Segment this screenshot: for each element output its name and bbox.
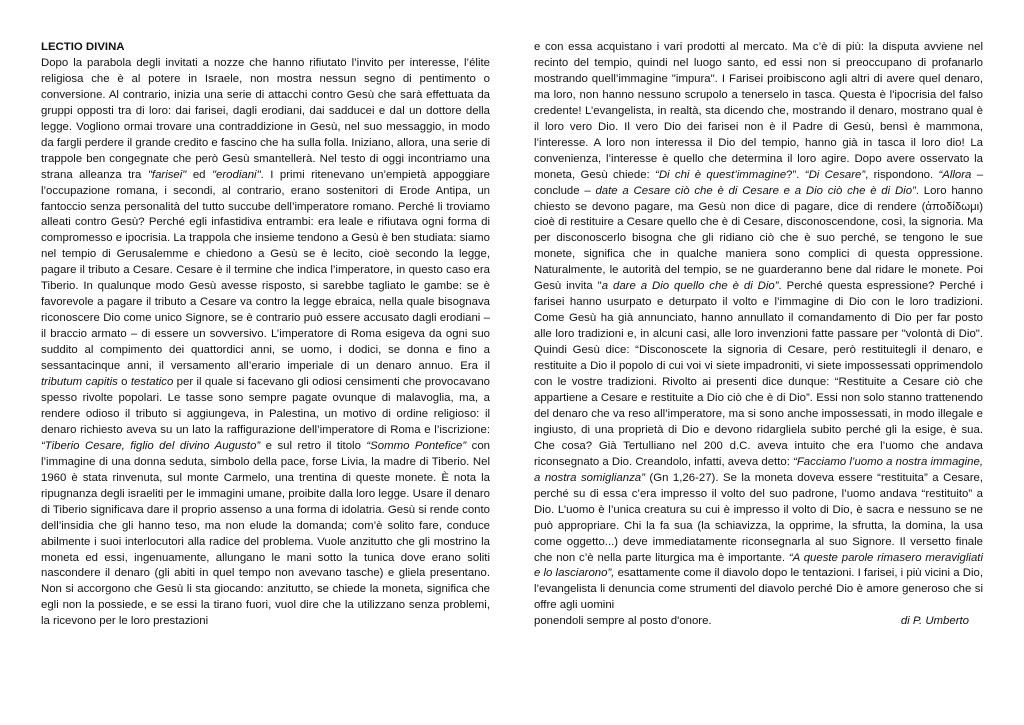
italic-text-run: testatico bbox=[130, 376, 174, 389]
italic-text-run: a dare a Dio quello che è di Dio” bbox=[601, 280, 779, 293]
text-run: esattamente come il diavolo dopo le tentazioni. I farisei, i più vicini a Dio, l’evangelista li denuncia come strumenti del diavolo perché Dio è amore generoso che si offre agli uomini bbox=[534, 567, 983, 612]
italic-text-run: “Di chi è quest’immagine bbox=[655, 168, 787, 181]
italic-text-run: “Facciamo l’uomo a nostra immagine, a nostra somiglianza” bbox=[534, 455, 983, 484]
italic-text-run: “Di Cesare” bbox=[804, 168, 866, 181]
italic-text-run: date a Cesare ciò che è di Cesare e a Dio ciò che è di Dio” bbox=[595, 184, 916, 197]
text-run: – conclude – bbox=[534, 168, 984, 197]
text-run: con l’immagine di una donna seduta, simbolo della pace, forse Livia, la madre di Tiberio. Nel 1960 è stata rinvenuta, sul monte Carmelo, una trentina di queste monete. È nota la ripugnanza degli israeliti per le immagini umane, proibite dalla loro legge. Usare il denaro di Tiberio significava dare il proprio assenso a una forma di idolatria. Gesù si rende conto dell’insidia che gli hanno teso, ma non elude la domanda; com’è solito fare, conduce abilmente i suoi interlocutori alla radice del problema. Vuole anzitutto che gli mostrino la moneta ed essi, ingenuamente, allungano le mani sotto la tunica dove erano soliti nascondere il denaro (gli abiti in quel tempo non avevano tasche) e gliela presentano. Non si accorgono che Gesù li sta giocando: anzitutto, se chiede la moneta, significa che egli non la possiede, e se essi la tirano fuori, vuol dire che la utilizzano senza problemi, la ricevono per le loro prestazioni bbox=[41, 439, 490, 628]
right-paragraph bbox=[534, 40, 983, 614]
text-run: ?”. bbox=[786, 168, 805, 181]
closing-line bbox=[534, 614, 983, 630]
text-run: per il quale si facevano gli odiosi censimenti che provocavano spesso rivolte popolari. Le tasse sono sempre pagate ovunque di malavoglia, ma, a rendere odioso il tributo si aggiungeva, in Palestina, un motivo di ordine religioso: il denaro richiesto aveva su un lato la raffigurazione dell’imperatore di Roma e l’iscrizione: bbox=[41, 376, 490, 436]
text-run: (Gn 1,26-27). Se la moneta doveva essere “restituita” a Cesare, perché su di essa c’era impresso il volto del suo padrone, l’uomo andava “restituito” a Dio. L’uomo è l’unica creatura su cui è impresso il volto di Dio, è sacra e nessuno se ne può appropriare. Chi la fa sua (la schiavizza, la opprime, la sfrutta, la domina, la usa come oggetto...) deve immediatamente riconsegnarla al suo Signore. Il versetto finale che non c’è nella parte liturgica ma è importante. bbox=[534, 471, 983, 564]
text-run: ed bbox=[186, 168, 212, 181]
italic-text-run: "erodiani" bbox=[212, 168, 261, 181]
text-run: . I primi ritenevano un’empietà appoggiare l’occupazione romana, i secondi, al contrario, erano sostenitori di Erode Antipa, un fantoccio senza personalità del tutto succube dell’imperatore romano. Perché li troviamo alleati contro Gesù? Perché egli infastidiva entrambi: era leale e rifiutava ogni forma di compromesso e ipocrisia. La trappola che insieme tendono a Gesù è ben studiata: siamo nel tempio di Gerusalemme e chiedono a Gesù se è lecito, cioè secondo la legge, pagare il tributo a Cesare. Cesare è il termine che indica l’imperatore, in questo caso era Tiberio. In qualunque modo Gesù avesse risposto, si sarebbe tagliato le gambe: se è favorevole a pagare il tributo a Cesare va contro la legge ebraica, nella quale bisognava riconoscere Dio come unico Signore, se è contrario può essere accusato dagli erodiani – il braccio armato – di essere un sovversivo. L’imperatore di Roma esigeva da ogni suo suddito al compimento dei quattordici anni, se uomo, i dodici, se donna e fino a sessantacinque anni, il versamento all’erario imperiale di un denaro annuo. Era il bbox=[41, 168, 490, 373]
text-run: . Perché questa espressione? Perché i farisei hanno usurpato e deturpato il volto e l’immagine di Dio con le loro tradizioni. Come Gesù ha già annunciato, hanno annullato il comandamento di Dio per far posto alle loro tradizioni e, in alcuni casi, alle loro invenzioni fatte passare per "volontà di Dio". Quindi Gesù dice: “Disconoscete la signoria di Cesare, però restituitegli il denaro, e restituite a Dio il popolo di cui voi vi siete impadroniti, vi siete impossessati opprimendolo con le vostre tradizioni. Rivolto ai presenti dice dunque: “Restituite a Cesare ciò che appartiene a Cesare e restituite a Dio ciò che è di Dio”. Essi non solo stanno trattenendo del denaro che va reso all’imperatore, ma si sono anche impossessati, in modo illegale e ingiusto, di una proprietà di Dio e devono ridargliela subito perché gli la esige, è sua. Che cosa? Già Tertulliano nel 200 d.C. aveva intuito che era l’uomo che andava riconsegnato a Dio. Creandolo, infatti, aveva detto: bbox=[534, 280, 983, 468]
italic-text-run: “Allora bbox=[938, 168, 972, 181]
page-title: LECTIO DIVINA bbox=[41, 41, 125, 53]
text-run: e sul retro il titolo bbox=[260, 439, 367, 452]
text-run: . Loro hanno chiesto se devono pagare, ma Gesù non dice di pagare, dice di rendere (ἀποδίδωμι) cioè di restituire a Cesare quello che è di Cesare, disconoscendone, così, la signoria. Ma per disconoscerlo bisogna che gli ridiano ciò che è suo perché, se tengono le sue monete, significa che in qualche maniera sono complici di questa oppressione. Naturalmente, le autorità del tempio, se ne guarderanno bene dal ridare le monete. Poi Gesù invita " bbox=[534, 184, 984, 293]
text-run: e con essa acquistano i vari prodotti al mercato. Ma c’è di più: la disputa avviene nel recinto del tempio, quindi nel luogo santo, ed essi non si preoccupano di profanarlo mostrando quell’immagine "impura". I Farisei proibiscono agli altri di avere quel denaro, ma loro, non hanno nessuno scrupolo a tenerselo in tasca. Questa è l'ipocrisia del falso credente! L’evangelista, in realtà, sta dicendo che, mostrando il denaro, mostrano qual è il loro vero Dio. Il vero Dio dei farisei non è il Padre di Gesù, bensì è mammona, l’interesse. A loro non interessa il Dio del tempio, hanno già in tasca il loro dio! La convenienza, l’interesse è quello che determina il loro agire. Dopo avere osservato la moneta, Gesù chiede: bbox=[534, 41, 983, 181]
italic-text-run: "farisei" bbox=[147, 168, 187, 181]
right-column bbox=[534, 40, 983, 630]
italic-text-run: “Tiberio Cesare, figlio del divino Augusto” bbox=[41, 439, 261, 452]
left-paragraph bbox=[41, 56, 490, 630]
author-signature: di P. Umberto bbox=[900, 615, 969, 628]
left-column bbox=[41, 40, 490, 630]
text-run: , rispondono. bbox=[865, 168, 939, 181]
italic-text-run: tributum capitis bbox=[41, 376, 118, 389]
text-run: Dopo la parabola degli invitati a nozze che hanno rifiutato l’invito per interesse, l’élite religiosa che è al potere in Israele, non mostra nessun segno di pentimento o conversione. Al contrario, inizia una serie di attacchi contro Gesù che sarà effettuata da gruppi opposti tra di loro: dai farisei, dagli erodiani, dai sadducei e dal un dottore della legge. Vogliono ormai trovare una contraddizione in Gesù, nel suo messaggio, in modo da fargli perdere il grande credito e fascino che ha sulla folla. Iniziano, allora, una serie di trappole ben congegnate che però Gesù smantellerà. Nel testo di oggi incontriamo una strana alleanza tra bbox=[41, 56, 490, 181]
italic-text-run: “A queste parole rimasero meravigliati e lo lasciarono”, bbox=[534, 551, 983, 580]
text-run: o bbox=[117, 376, 131, 389]
italic-text-run: “Sommo Pontefice” bbox=[366, 439, 467, 452]
closing-text: ponendoli sempre al posto d'onore. bbox=[534, 615, 712, 628]
